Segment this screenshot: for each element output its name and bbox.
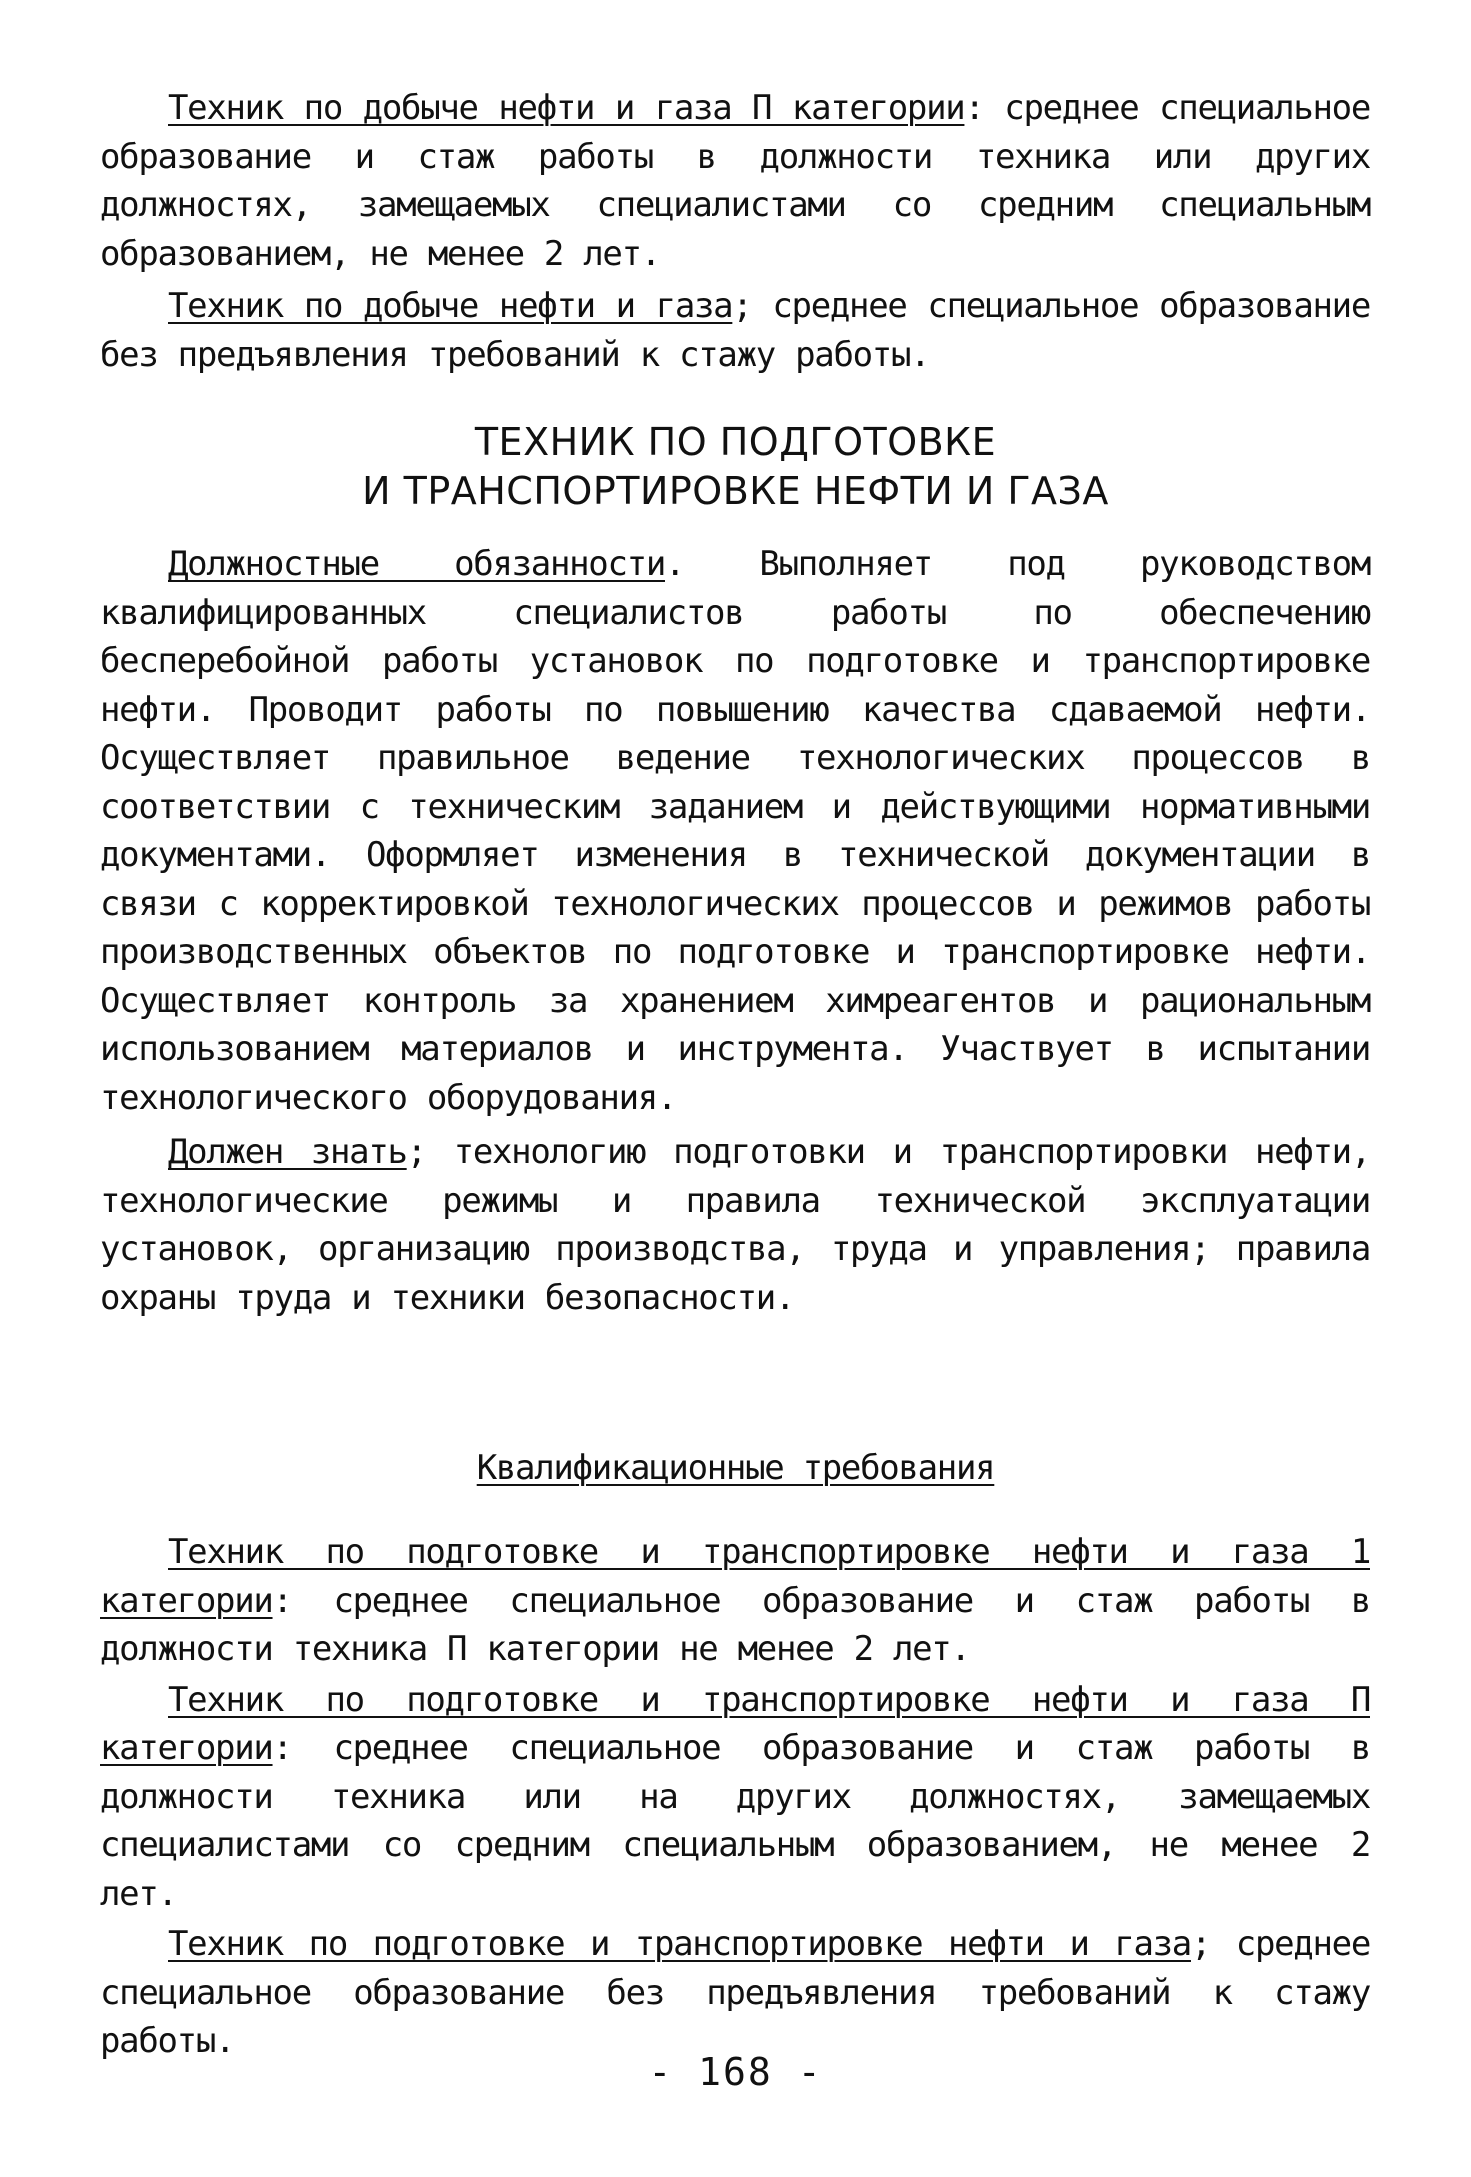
paragraph-text: среднее специальное образование и стаж работы в должности техника или на других должностях, замещаемых специалистами со средним специальным образованием, не менее 2 лет. <box>100 1728 1370 1914</box>
paragraph-text: Выполняет под руководством квалифицированных специалистов работы по обеспечению бесперебойной работы установок по подготовке и транспортировке нефти. Проводит работы по повышению качества сдаваемой нефти. Осуществляет правильное ведение технологических процессов в соответствии с техническим заданием и действующими нормативными документами. Оформляет изменения в технической документации в связи с корректировкой технологических процессов и режимов работы производственных объектов по подготовке и транспортировке нефти. Осуществляет контроль за хранением химреагентов и рациональным использованием материалов и инструмента. Участвует в испытании технологического оборудования. <box>100 544 1371 1118</box>
qualifications-heading <box>0 1448 1471 1488</box>
job-title: Техник по подготовке и транспортировке нефти и газа 1 категории <box>100 1532 1370 1621</box>
paragraph-text: среднее специальное образование без предъявления требований к стажу работы. <box>100 1924 1370 2061</box>
qualification-item <box>100 1920 1370 2066</box>
qualification-item <box>100 1528 1370 1674</box>
duties-label: Должностные обязанности <box>168 544 665 584</box>
job-title: Техник по подготовке и транспортировке нефти и газа П категории <box>100 1679 1370 1768</box>
separator: . <box>665 544 685 584</box>
qualifications-section <box>100 1528 1370 2066</box>
section-heading <box>0 418 1471 516</box>
separator: ; <box>406 1132 426 1172</box>
duties-section <box>100 540 1370 1322</box>
paragraph-knowledge <box>100 1128 1370 1322</box>
separator: : <box>272 1728 292 1768</box>
paragraph-text: технологию подготовки и транспортировки нефти, технологические режимы и правила технической эксплуатации установок, организацию производства, труда и управления; правила охраны труда и техники безопасности. <box>100 1132 1370 1318</box>
job-title: Техник по подготовке и транспортировке нефти и газа <box>168 1924 1191 1964</box>
qualification-item <box>100 1676 1370 1919</box>
paragraph-duties <box>100 540 1370 1122</box>
top-section <box>100 84 1370 379</box>
separator: : <box>964 88 984 128</box>
paragraph-text: среднее специальное образование без предъявления требований к стажу работы. <box>100 286 1370 375</box>
page-number: - 168 - <box>648 2050 823 2094</box>
job-title: Техник по добыче нефти и газа <box>168 286 733 326</box>
paragraph-technician-cat-2 <box>100 84 1370 278</box>
qualifications-title: Квалификационные требования <box>476 1448 995 1488</box>
paragraph-technician <box>100 282 1370 379</box>
heading-line-2: И ТРАНСПОРТИРОВКЕ НЕФТИ И ГАЗА <box>362 469 1109 513</box>
separator: ; <box>732 286 752 326</box>
heading-line-1: ТЕХНИК ПО ПОДГОТОВКЕ <box>474 420 997 464</box>
separator: ; <box>1190 1924 1211 1964</box>
paragraph-text: среднее специальное образование и стаж работы в должности техника П категории не менее 2 лет. <box>100 1580 1370 1669</box>
knowledge-label: Должен знать <box>168 1132 407 1172</box>
job-title: Техник по добыче нефти и газа П категории <box>168 88 965 128</box>
separator: : <box>272 1580 292 1621</box>
paragraph-text: среднее специальное образование и стаж работы в должности техника или других должностях, замещаемых специалистами со средним специальным образованием, не менее 2 лет. <box>100 88 1370 274</box>
